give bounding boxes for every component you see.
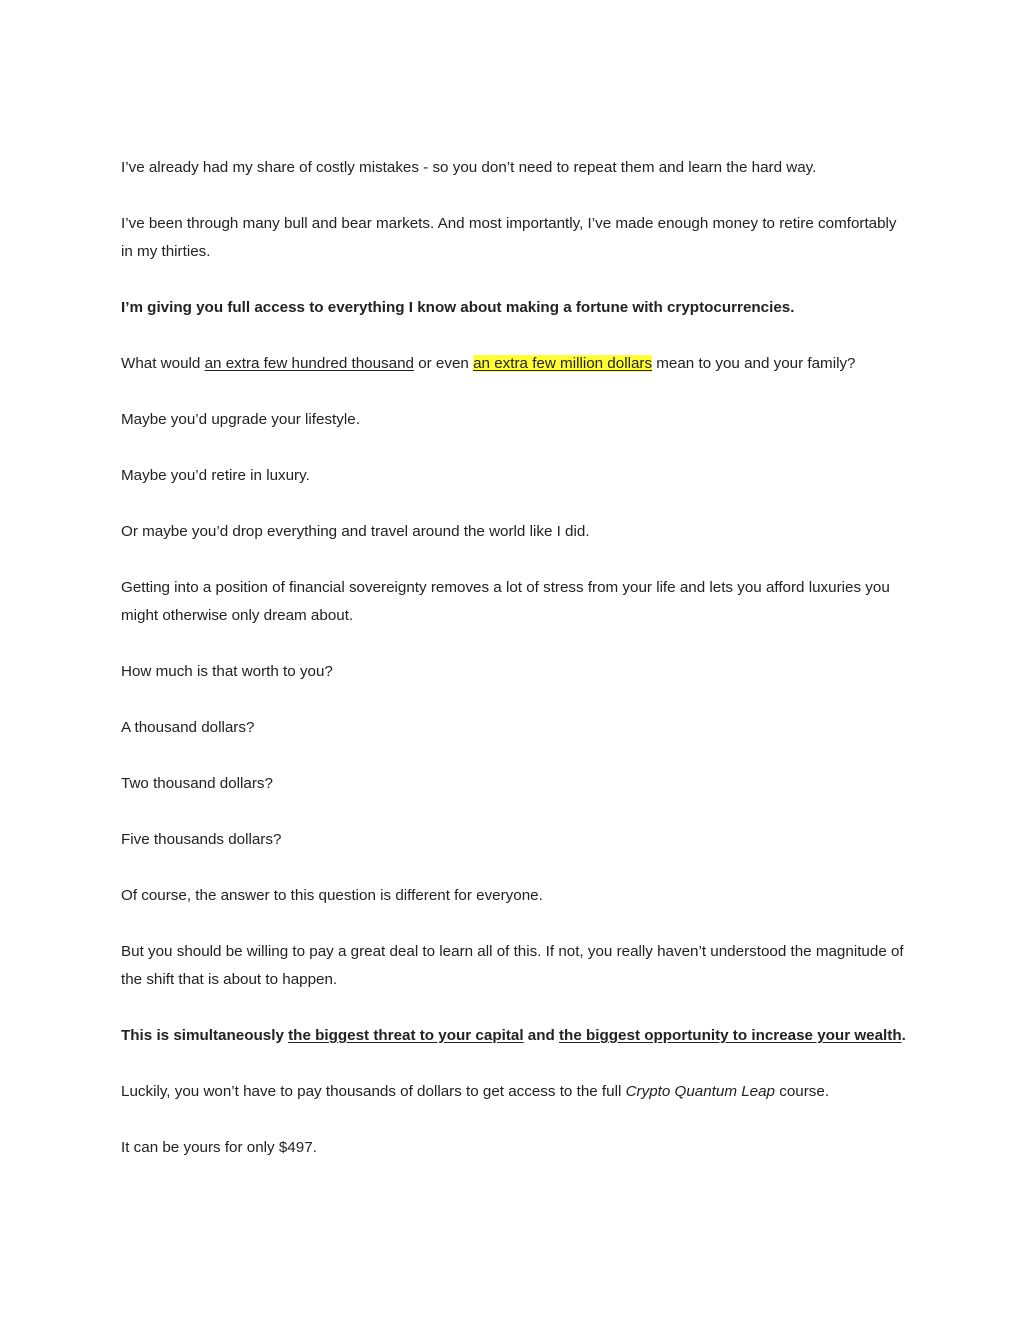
course-title: Crypto Quantum Leap <box>625 1083 776 1100</box>
paragraph-course-access <box>121 1078 911 1106</box>
text-fragment: This is simultaneously <box>121 1027 289 1044</box>
paragraph-retire-luxury: Maybe you’d retire in luxury. <box>121 467 310 484</box>
text-fragment: and <box>523 1027 559 1044</box>
paragraph-five-thousand: Five thousands dollars? <box>121 831 282 848</box>
paragraph-willing-to-pay: But you should be willing to pay a great deal to learn all of this. If not, you really haven’t understood the magnitude of the shift that is about to happen. <box>121 943 904 988</box>
text-fragment: . <box>901 1027 906 1044</box>
text-fragment: course. <box>775 1083 830 1100</box>
paragraph-upgrade-lifestyle: Maybe you’d upgrade your lifestyle. <box>121 411 360 428</box>
paragraph-markets: I’ve been through many bull and bear markets. And most importantly, I’ve made enough money to retire comfortably in my thirties. <box>121 215 897 260</box>
paragraph-answer-different: Of course, the answer to this question is different for everyone. <box>121 887 543 904</box>
paragraph-threat-opportunity <box>121 1022 911 1050</box>
highlighted-phrase-million-dollars: an extra few million dollars <box>473 355 653 372</box>
paragraph-price: It can be yours for only $497. <box>121 1139 317 1156</box>
paragraph-full-access: I’m giving you full access to everything I know about making a fortune with cryptocurrencies. <box>121 299 795 316</box>
text-fragment: Luckily, you won’t have to pay thousands of dollars to get access to the full <box>121 1083 626 1100</box>
paragraph-two-thousand: Two thousand dollars? <box>121 775 273 792</box>
paragraph-financial-sovereignty: Getting into a position of financial sovereignty removes a lot of stress from your life and lets you afford luxuries you might otherwise only dream about. <box>121 579 890 624</box>
document-body <box>121 154 911 1190</box>
text-fragment: or even <box>413 355 474 372</box>
paragraph-extra-money <box>121 350 911 378</box>
text-fragment: mean to you and your family? <box>652 355 856 372</box>
paragraph-thousand: A thousand dollars? <box>121 719 255 736</box>
paragraph-worth-question: How much is that worth to you? <box>121 663 333 680</box>
paragraph-mistakes: I’ve already had my share of costly mistakes - so you don’t need to repeat them and learn the hard way. <box>121 159 817 176</box>
underlined-phrase-hundred-thousand: an extra few hundred thousand <box>204 355 414 372</box>
text-fragment: What would <box>121 355 205 372</box>
underlined-phrase-threat: the biggest threat to your capital <box>288 1027 524 1044</box>
paragraph-travel: Or maybe you’d drop everything and travel around the world like I did. <box>121 523 590 540</box>
underlined-phrase-opportunity: the biggest opportunity to increase your wealth <box>559 1027 902 1044</box>
